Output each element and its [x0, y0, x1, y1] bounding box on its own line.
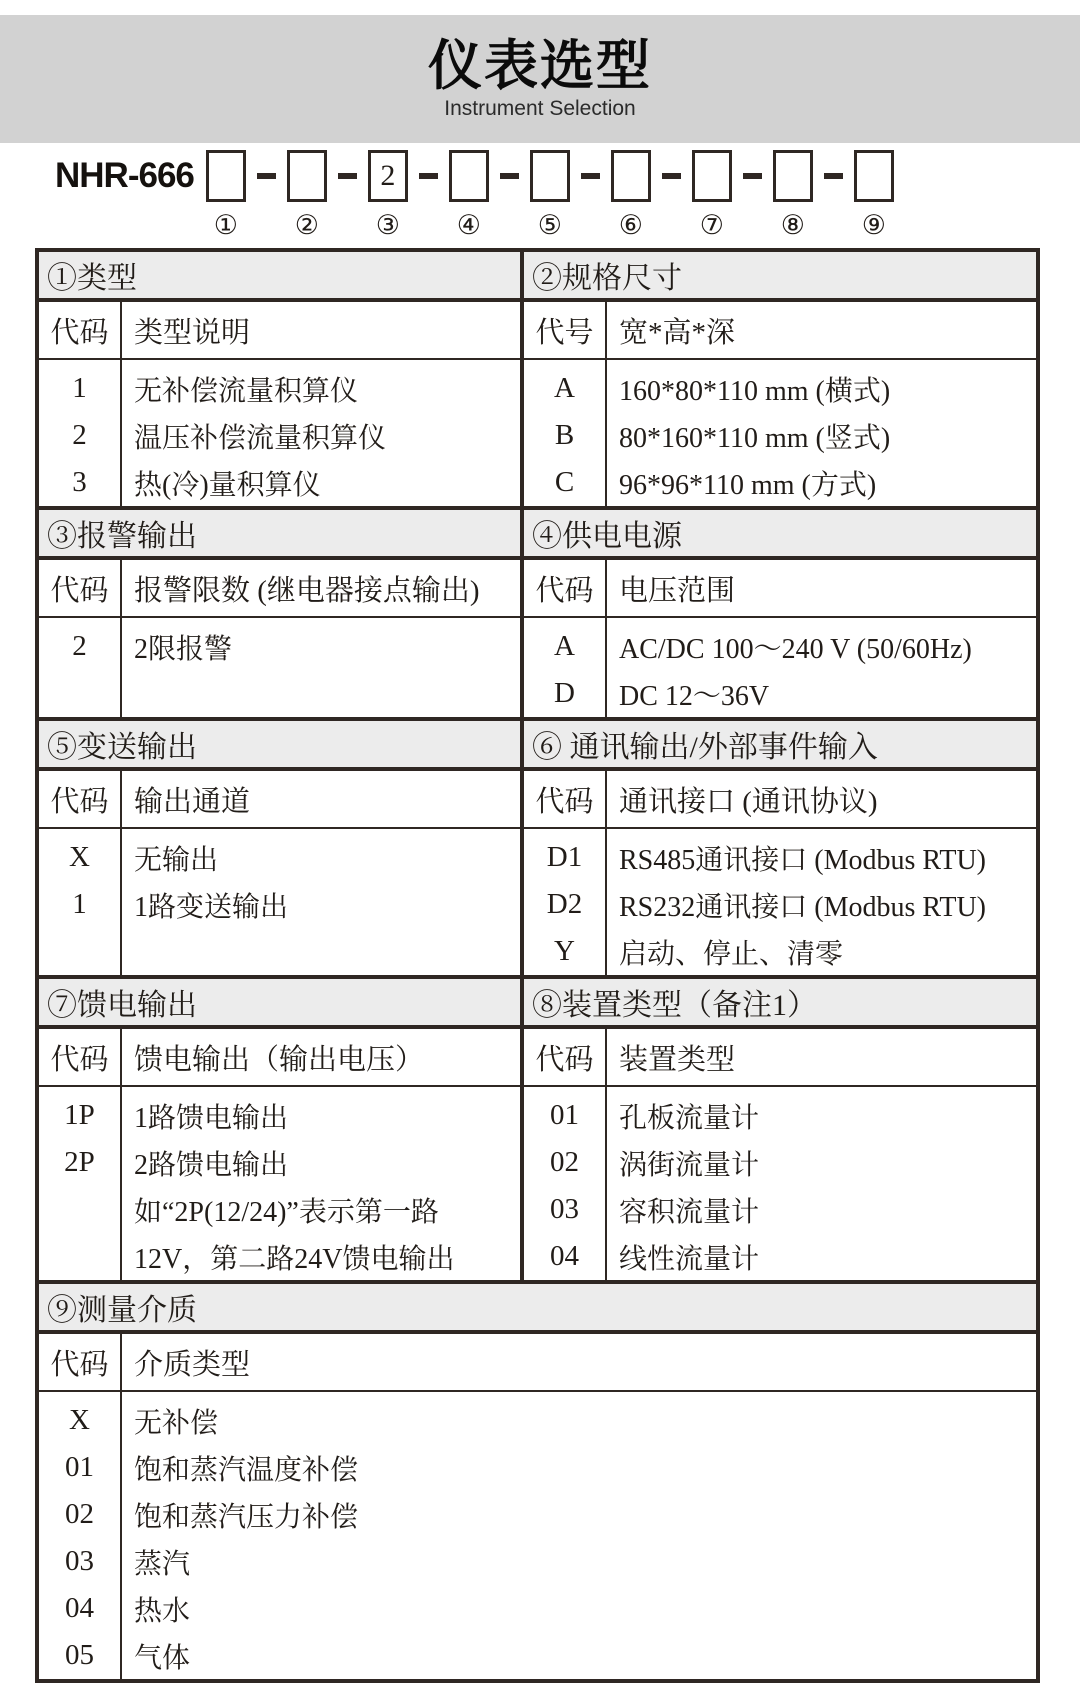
code-cell [39, 1186, 120, 1233]
section-9-header: ⑨测量介质 [39, 1284, 1036, 1334]
code-cell: 04 [65, 1592, 94, 1624]
desc-column-header: 类型说明 [134, 316, 251, 349]
model-slot-box-1 [206, 150, 246, 202]
section-3 [39, 510, 524, 717]
code-column [524, 829, 607, 975]
desc-cell: RS232通讯接口 (Modbus RTU) [619, 891, 987, 923]
section-9-body [39, 1392, 1036, 1679]
model-slot-6 [611, 150, 651, 239]
model-slot-number-9: ⑨ [861, 210, 886, 240]
model-slot-number-8: ⑧ [780, 210, 805, 240]
code-column-header: 代码 [39, 560, 122, 616]
model-slot-3 [368, 150, 408, 239]
code-cell: D1 [546, 841, 583, 873]
section-9-column-header [39, 1334, 1036, 1392]
code-cell: 01 [65, 1451, 94, 1483]
section-4-column-header [524, 560, 1036, 618]
desc-column [607, 618, 1036, 717]
code-cell: 1 [72, 888, 87, 920]
desc-cell: 气体 [134, 1642, 191, 1674]
code-column [39, 829, 122, 975]
code-cell: 02 [65, 1498, 94, 1530]
section-3-column-header [39, 560, 520, 618]
model-slot-number-1: ① [213, 210, 238, 240]
code-column [39, 618, 122, 717]
section-3-header: ③报警输出 [39, 510, 520, 560]
desc-cell: 饱和蒸汽温度补偿 [134, 1454, 359, 1486]
dash-separator [662, 173, 681, 179]
section-3-body [39, 618, 520, 717]
code-column-header: 代号 [524, 302, 607, 358]
desc-column [607, 360, 1036, 506]
table-band-1 [39, 252, 1036, 510]
table-band-3 [39, 721, 1036, 979]
desc-column [122, 360, 520, 506]
desc-column [607, 829, 1036, 975]
table-band-4 [39, 979, 1036, 1284]
desc-cell: DC 12～36V [619, 680, 770, 712]
section-6 [524, 721, 1036, 975]
dash-separator [338, 173, 357, 179]
section-7-column-header [39, 1029, 520, 1087]
section-6-header: ⑥ 通讯输出/外部事件输入 [524, 721, 1036, 771]
section-4 [524, 510, 1036, 717]
desc-column [122, 829, 520, 975]
section-1-header: ①类型 [39, 252, 520, 302]
section-2-header: ②规格尺寸 [524, 252, 1036, 302]
table-band-2 [39, 510, 1036, 721]
dash-separator [581, 173, 600, 179]
code-cell: 04 [550, 1240, 579, 1272]
desc-cell: 如“2P(12/24)”表示第一路 [134, 1196, 439, 1228]
page-title: 仪表选型 [428, 36, 652, 96]
model-slot-8 [773, 150, 813, 239]
code-cell: X [69, 841, 90, 873]
code-column-header: 代码 [524, 1029, 607, 1085]
desc-cell: 1路变送输出 [134, 891, 289, 923]
desc-column-header: 馈电输出（输出电压） [134, 1043, 425, 1076]
desc-cell: 96*96*110 mm (方式) [619, 469, 877, 501]
code-cell: A [554, 630, 575, 662]
desc-cell: 2限报警 [134, 633, 233, 665]
model-slot-1 [206, 150, 246, 239]
section-1-body [39, 360, 520, 506]
desc-column-header: 报警限数 (继电器接点输出) [134, 574, 480, 607]
desc-cell: 温压补偿流量积算仪 [134, 422, 387, 454]
desc-cell: 热(冷)量积算仪 [134, 469, 321, 501]
code-column [39, 1392, 122, 1679]
model-slot-4 [449, 150, 489, 239]
selection-table [35, 248, 1040, 1683]
model-slot-box-5 [530, 150, 570, 202]
code-column-header: 代码 [524, 560, 607, 616]
desc-cell: 涡街流量计 [619, 1149, 760, 1181]
section-6-column-header [524, 771, 1036, 829]
section-4-body [524, 618, 1036, 717]
dash-separator [500, 173, 519, 179]
desc-cell: 无补偿 [134, 1407, 219, 1439]
model-slot-box-6 [611, 150, 651, 202]
model-slot-2 [287, 150, 327, 239]
desc-column-header: 宽*高*深 [619, 316, 736, 349]
code-column [524, 1087, 607, 1280]
desc-column [607, 1087, 1036, 1280]
model-code-row [55, 150, 1080, 239]
model-slot-box-3: 2 [368, 150, 408, 202]
model-slot-box-9 [854, 150, 894, 202]
code-column [524, 360, 607, 506]
section-2-column-header [524, 302, 1036, 360]
code-cell: 1 [72, 372, 87, 404]
code-cell: A [554, 372, 575, 404]
section-5-body [39, 829, 520, 975]
code-cell: 03 [550, 1193, 579, 1225]
dash-separator [824, 173, 843, 179]
dash-separator [257, 173, 276, 179]
code-column [39, 1087, 122, 1280]
section-1 [39, 252, 524, 506]
section-1-column-header [39, 302, 520, 360]
section-2 [524, 252, 1036, 506]
desc-column-header: 输出通道 [134, 785, 251, 818]
desc-cell: 2路馈电输出 [134, 1149, 289, 1181]
dash-separator [419, 173, 438, 179]
desc-column-header: 介质类型 [134, 1348, 251, 1381]
desc-cell: AC/DC 100～240 V (50/60Hz) [619, 633, 972, 665]
model-slot-box-4 [449, 150, 489, 202]
section-7-body [39, 1087, 520, 1280]
desc-cell: RS485通讯接口 (Modbus RTU) [619, 844, 987, 876]
desc-cell: 1路馈电输出 [134, 1102, 289, 1134]
code-column-header: 代码 [39, 1029, 122, 1085]
code-cell: 1P [64, 1099, 95, 1131]
desc-cell: 容积流量计 [619, 1196, 760, 1228]
section-9 [39, 1284, 1036, 1679]
desc-cell: 无补偿流量积算仪 [134, 375, 359, 407]
code-cell: 2P [64, 1146, 95, 1178]
code-cell: 05 [65, 1639, 94, 1671]
section-8 [524, 979, 1036, 1280]
code-cell: 03 [65, 1545, 94, 1577]
code-cell: Y [554, 935, 575, 967]
dash-separator [743, 173, 762, 179]
desc-column [122, 1392, 1036, 1679]
model-slot-7 [692, 150, 732, 239]
code-cell: X [69, 1404, 90, 1436]
model-slot-number-2: ② [294, 210, 319, 240]
section-6-body [524, 829, 1036, 975]
desc-cell: 启动、停止、清零 [619, 938, 844, 970]
table-band-5 [39, 1284, 1036, 1679]
section-7 [39, 979, 524, 1280]
model-slot-number-6: ⑥ [618, 210, 643, 240]
code-cell: 02 [550, 1146, 579, 1178]
desc-cell: 饱和蒸汽压力补偿 [134, 1501, 359, 1533]
code-column-header: 代码 [524, 771, 607, 827]
section-8-body [524, 1087, 1036, 1280]
section-8-header: ⑧装置类型（备注1） [524, 979, 1036, 1029]
section-5-header: ⑤变送输出 [39, 721, 520, 771]
desc-column [122, 618, 520, 717]
model-slot-5 [530, 150, 570, 239]
code-column-header: 代码 [39, 1334, 122, 1390]
page-subtitle: Instrument Selection [444, 97, 636, 120]
desc-column [122, 1087, 520, 1280]
model-slot-box-8 [773, 150, 813, 202]
desc-cell: 160*80*110 mm (横式) [619, 375, 891, 407]
model-slot-number-7: ⑦ [699, 210, 724, 240]
model-slot-number-3: ③ [375, 210, 400, 240]
code-column [39, 360, 122, 506]
desc-column-header: 装置类型 [619, 1043, 736, 1076]
section-4-header: ④供电电源 [524, 510, 1036, 560]
model-slot-box-7 [692, 150, 732, 202]
desc-column-header: 通讯接口 (通讯协议) [619, 785, 878, 818]
model-prefix: NHR-666 [55, 156, 194, 195]
code-cell: 3 [72, 466, 87, 498]
code-cell: 2 [72, 419, 87, 451]
model-slot-box-2 [287, 150, 327, 202]
desc-column-header: 电压范围 [619, 574, 736, 607]
code-column-header: 代码 [39, 771, 122, 827]
model-slot-9 [854, 150, 894, 239]
model-slot-number-4: ④ [456, 210, 481, 240]
code-cell: B [554, 419, 575, 451]
section-5-column-header [39, 771, 520, 829]
code-cell: 2 [72, 630, 87, 662]
section-2-body [524, 360, 1036, 506]
desc-cell: 蒸汽 [134, 1548, 191, 1580]
desc-cell: 无输出 [134, 844, 219, 876]
desc-cell: 线性流量计 [619, 1243, 760, 1275]
code-column [524, 618, 607, 717]
desc-cell: 80*160*110 mm (竖式) [619, 422, 891, 454]
code-cell: 01 [550, 1099, 579, 1131]
section-5 [39, 721, 524, 975]
code-cell: D2 [546, 888, 583, 920]
desc-cell: 孔板流量计 [619, 1102, 760, 1134]
code-column-header: 代码 [39, 302, 122, 358]
model-slot-number-5: ⑤ [537, 210, 562, 240]
code-cell [39, 1233, 120, 1280]
section-7-header: ⑦馈电输出 [39, 979, 520, 1029]
desc-cell: 热水 [134, 1595, 191, 1627]
section-8-column-header [524, 1029, 1036, 1087]
page-header-band [0, 15, 1080, 143]
desc-cell: 12V，第二路24V馈电输出 [134, 1243, 455, 1275]
code-cell: C [554, 466, 575, 498]
code-cell: D [554, 677, 575, 709]
